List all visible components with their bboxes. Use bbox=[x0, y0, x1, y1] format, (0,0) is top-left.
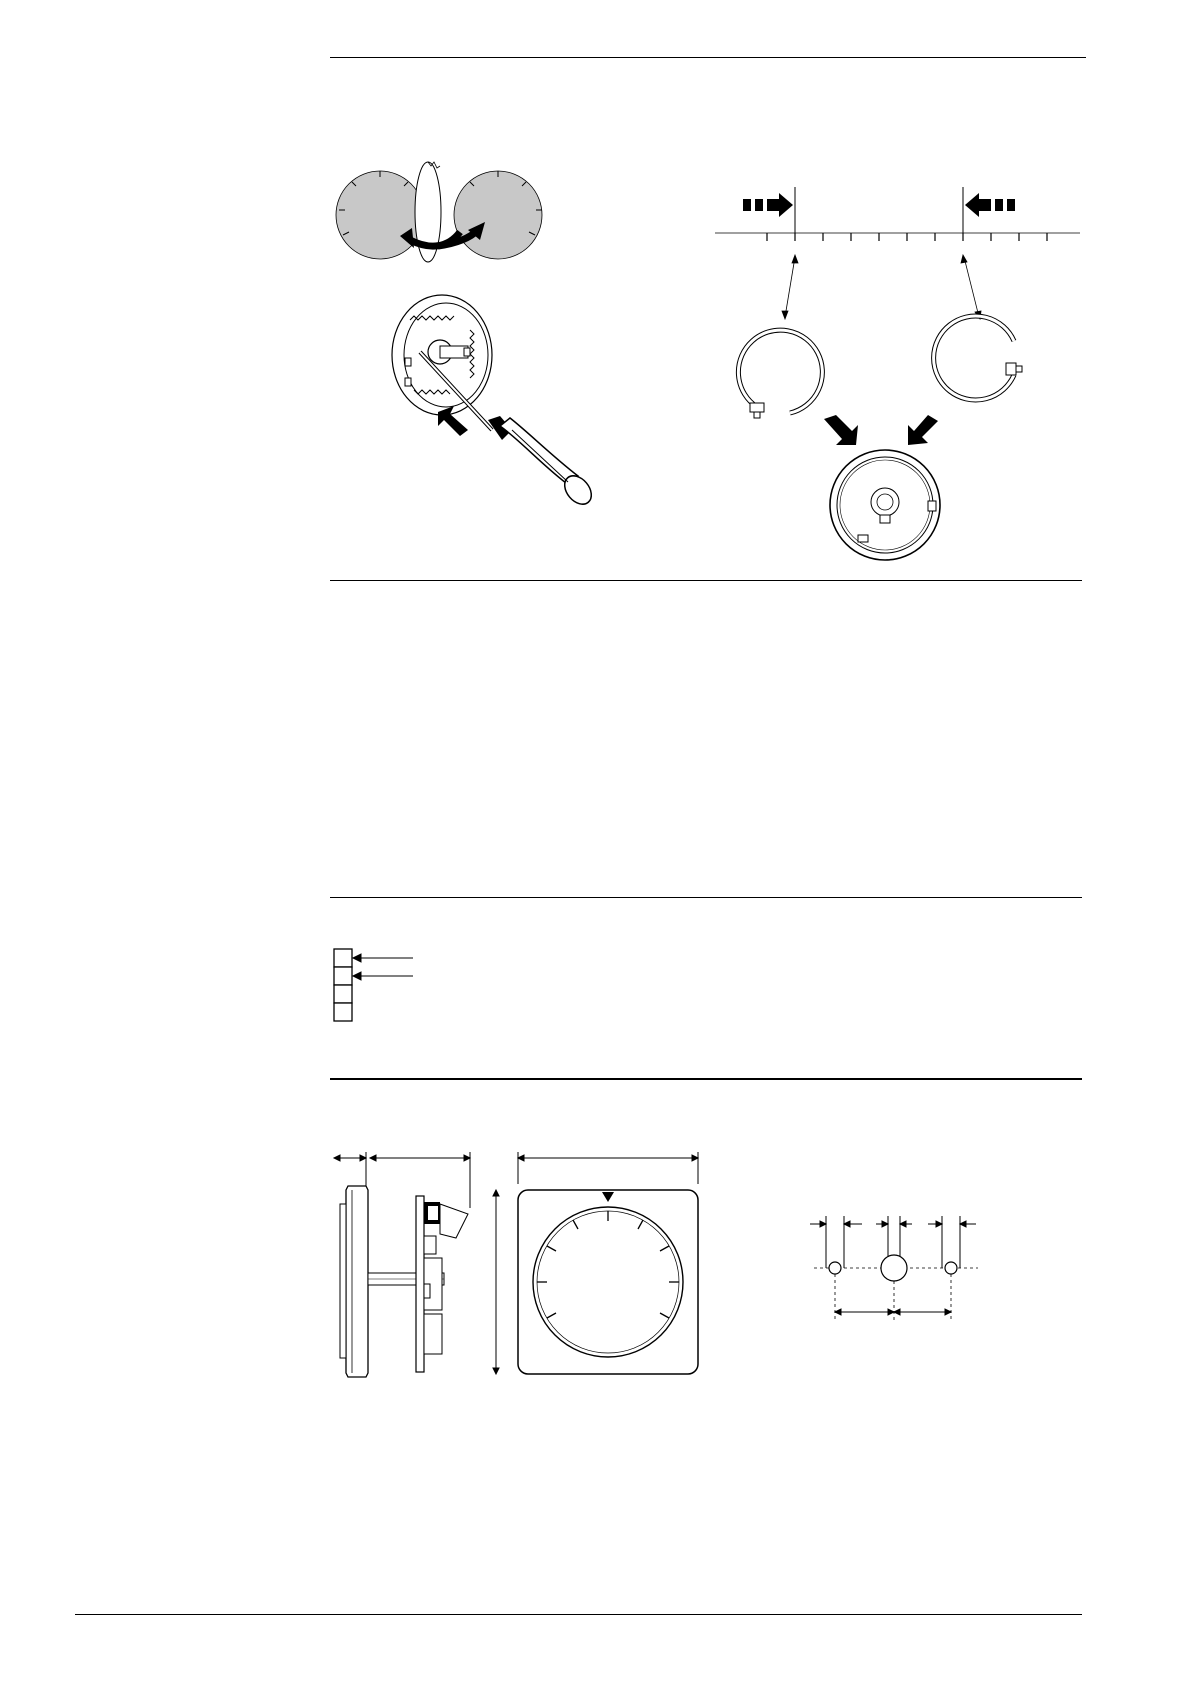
dial-right bbox=[454, 171, 542, 259]
mounting-hole-right bbox=[945, 1262, 957, 1274]
push-arrow-icon bbox=[908, 415, 938, 445]
mounting-holes bbox=[810, 1208, 990, 1323]
mounting-hole-left bbox=[829, 1262, 841, 1274]
circuit-board bbox=[416, 1196, 424, 1372]
terminal-3 bbox=[334, 985, 352, 1003]
terminal-1 bbox=[334, 949, 352, 967]
setpoint-scale-dials bbox=[330, 160, 560, 270]
center-hole bbox=[881, 1255, 907, 1281]
push-arrow-icon bbox=[743, 193, 793, 217]
terminal-block bbox=[333, 948, 433, 1028]
limit-scale bbox=[715, 185, 1090, 330]
footer-rule bbox=[75, 1614, 1082, 1615]
setpoint-dial bbox=[533, 1207, 683, 1357]
front-view bbox=[488, 1148, 708, 1383]
scale-ticks bbox=[767, 233, 1047, 241]
section-rule-1 bbox=[330, 580, 1082, 581]
header-rule bbox=[330, 57, 1086, 58]
dimension-arrow-icon bbox=[835, 1309, 951, 1315]
knob-hub bbox=[871, 488, 899, 516]
section-rule-3 bbox=[330, 1078, 1082, 1080]
section-rule-2 bbox=[330, 897, 1082, 898]
limit-ring-icon bbox=[934, 316, 1022, 400]
push-arrow-icon bbox=[965, 193, 1015, 217]
front-plate bbox=[346, 1186, 368, 1377]
dial-left bbox=[336, 171, 424, 259]
terminal-4 bbox=[334, 1003, 352, 1021]
push-arrow-icon bbox=[824, 415, 858, 445]
terminal-2 bbox=[334, 967, 352, 985]
side-view bbox=[330, 1148, 480, 1378]
limit-ring-icon bbox=[738, 330, 822, 418]
knob-removal bbox=[380, 290, 610, 540]
assembled-knob bbox=[810, 415, 960, 565]
